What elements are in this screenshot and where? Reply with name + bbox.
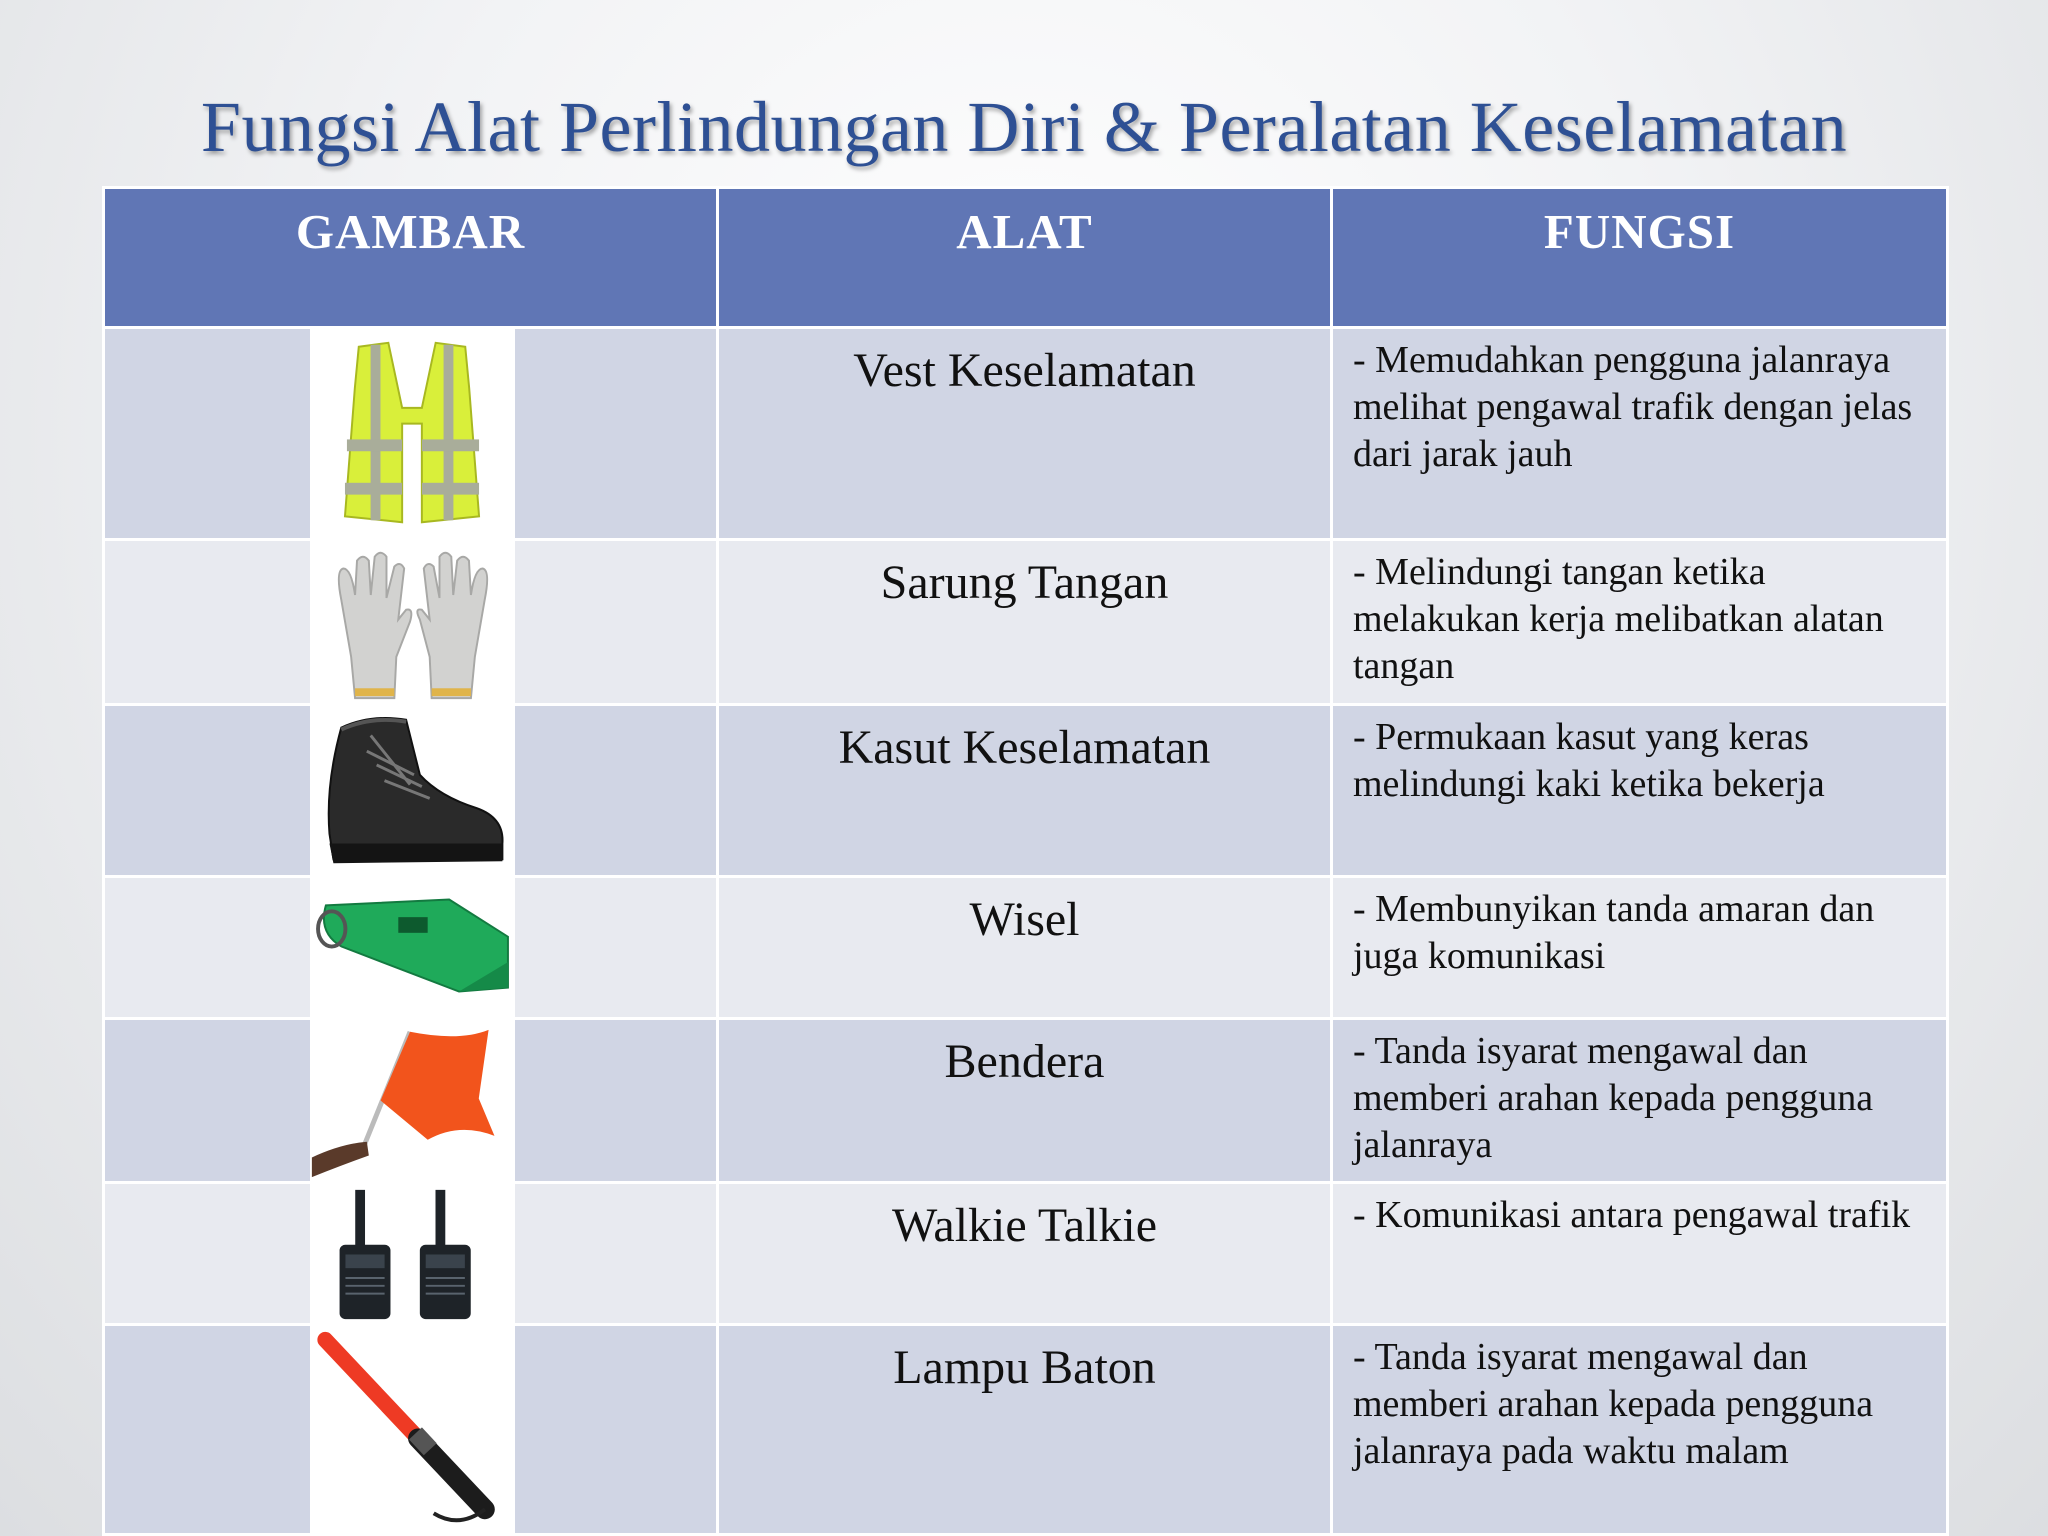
tool-name: Lampu Baton: [718, 1325, 1332, 1535]
whistle-icon: [310, 878, 515, 1017]
header-alat: ALAT: [718, 188, 1332, 328]
header-gambar: GAMBAR: [104, 188, 718, 328]
image-cell: [104, 1019, 718, 1183]
safety-vest-icon: [310, 329, 515, 538]
image-cell: [104, 540, 718, 705]
table-row: [104, 1325, 1948, 1535]
tool-name: Bendera: [718, 1019, 1332, 1183]
table-row: [104, 540, 1948, 705]
tool-name: Vest Keselamatan: [718, 328, 1332, 540]
table-row: [104, 877, 1948, 1019]
tool-function: - Permukaan kasut yang keras melindungi kaki ketika bekerja: [1332, 705, 1948, 877]
table-header-row: [104, 188, 1948, 328]
flag-icon: [310, 1020, 515, 1181]
tool-name: Sarung Tangan: [718, 540, 1332, 705]
tool-name: Wisel: [718, 877, 1332, 1019]
image-cell: [104, 1325, 718, 1535]
tool-function: - Tanda isyarat mengawal dan memberi arahan kepada pengguna jalanraya pada waktu malam: [1332, 1325, 1948, 1535]
tool-function: - Komunikasi antara pengawal trafik: [1332, 1183, 1948, 1325]
tool-function: - Tanda isyarat mengawal dan memberi arahan kepada pengguna jalanraya: [1332, 1019, 1948, 1183]
image-cell: [104, 328, 718, 540]
table-row: [104, 705, 1948, 877]
table-row: [104, 1183, 1948, 1325]
table-row: [104, 1019, 1948, 1183]
tool-name: Kasut Keselamatan: [718, 705, 1332, 877]
page-title: Fungsi Alat Perlindungan Diri & Peralatan Keselamatan: [200, 87, 1848, 167]
tool-name: Walkie Talkie: [718, 1183, 1332, 1325]
safety-boot-icon: [310, 706, 515, 875]
tool-function: - Membunyikan tanda amaran dan juga komunikasi: [1332, 877, 1948, 1019]
tool-function: - Melindungi tangan ketika melakukan kerja melibatkan alatan tangan: [1332, 540, 1948, 705]
header-fungsi: FUNGSI: [1332, 188, 1948, 328]
gloves-icon: [310, 541, 515, 703]
tool-function: - Memudahkan pengguna jalanraya melihat pengawal trafik dengan jelas dari jarak jauh: [1332, 328, 1948, 540]
light-baton-icon: [310, 1326, 515, 1533]
image-cell: [104, 877, 718, 1019]
equipment-table: [102, 186, 1949, 1536]
image-cell: [104, 1183, 718, 1325]
table-row: [104, 328, 1948, 540]
walkie-talkie-icon: [310, 1184, 515, 1323]
image-cell: [104, 705, 718, 877]
